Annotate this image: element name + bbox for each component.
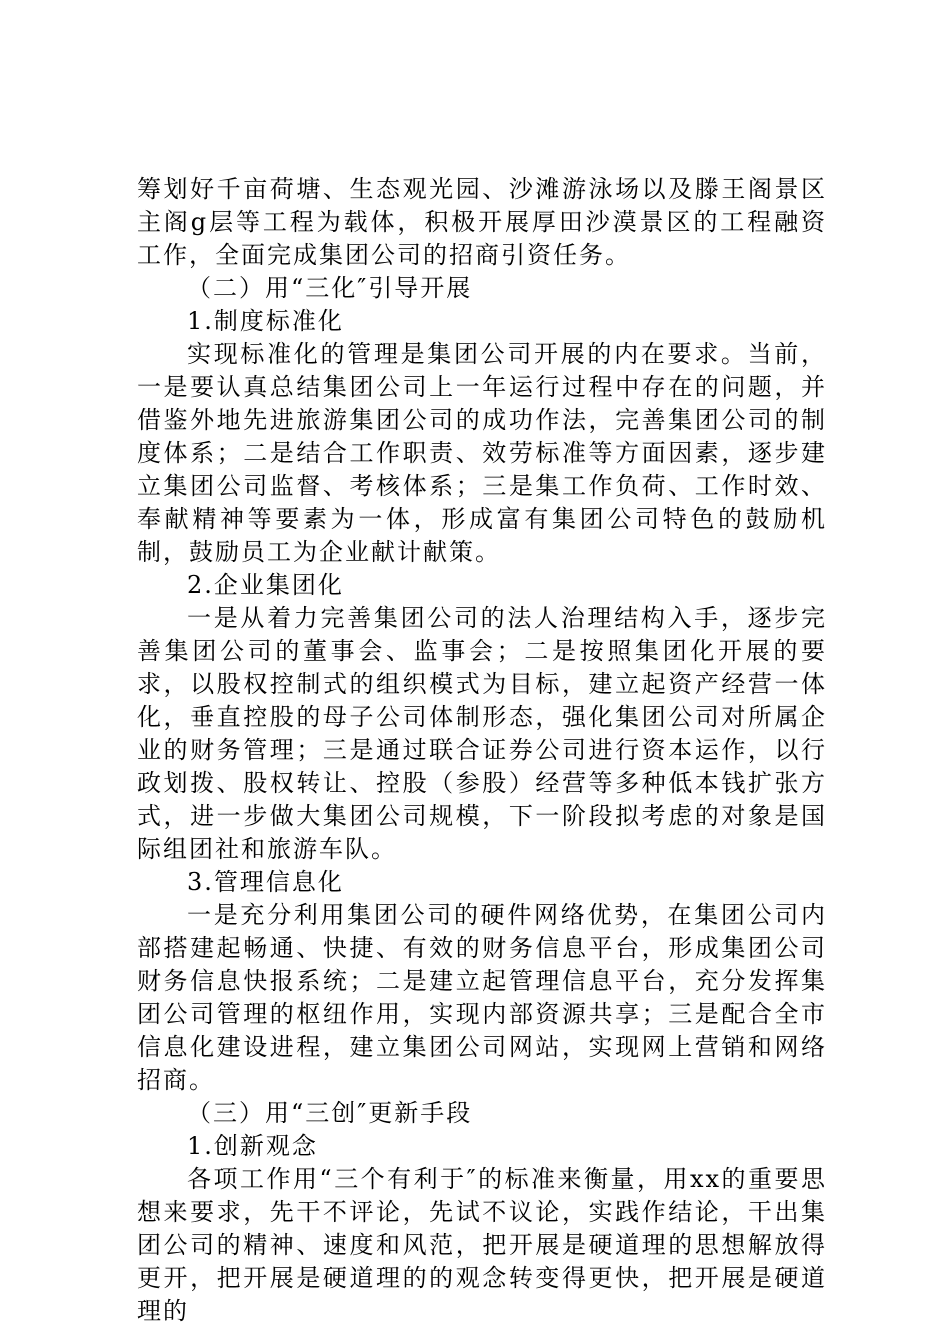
paragraph-intro-continuation: 筹划好千亩荷塘、生态观光园、沙滩游泳场以及滕王阁景区主阁g层等工程为载体，积极开展厚田沙漠景区的工程融资工作，全面完成集团公司的招商引资任务。: [137, 175, 827, 269]
paragraph-grouping: 一是从着力完善集团公司的法人治理结构入手，逐步完善集团公司的董事会、监事会；二是按照集团化开展的要求，以股权控制式的组织模式为目标，建立起资产经营一体化，垂直控股的母子公司体制形态，强化集团公司对所属企业的财务管理；三是通过联合证券公司进行资本运作，以行政划拨、股权转让、控股（参股）经营等多种低本钱扩张方式，进一步做大集团公司规模，下一阶段拟考虑的对象是国际组团社和旅游车队。: [137, 604, 827, 863]
subheading-enterprise-grouping: 2.企业集团化: [187, 571, 344, 599]
section-heading-two: （二）用“三化″引导开展: [187, 274, 473, 302]
document-body: [137, 173, 827, 1328]
paragraph-standardization: 实现标准化的管理是集团公司开展的内在要求。当前，一是要认真总结集团公司上一年运行过程中存在的问题，并借鉴外地先进旅游集团公司的成功作法，完善集团公司的制度体系；二是结合工作职责、效劳标准等方面因素，逐步建立集团公司监督、考核体系；三是集工作负荷、工作时效、奉献精神等要素为一体，形成富有集团公司特色的鼓励机制，鼓励员工为企业献计献策。: [137, 340, 827, 566]
paragraph-innovate-concepts: 各项工作用“三个有利于″的标准来衡量，用xx的重要思想来要求，先干不评论，先试不议论，实践作结论，干出集团公司的精神、速度和风范，把开展是硬道理的思想解放得更开，把开展是硬道理的的观念转变得更快，把开展是硬道理的: [137, 1165, 827, 1325]
paragraph-informatization: 一是充分利用集团公司的硬件网络优势，在集团公司内部搭建起畅通、快捷、有效的财务信息平台，形成集团公司财务信息快报系统；二是建立起管理信息平台，充分发挥集团公司管理的枢纽作用，实现内部资源共享；三是配合全市信息化建设进程，建立集团公司网站，实现网上营销和网络招商。: [137, 901, 827, 1094]
section-heading-three: （三）用“三创″更新手段: [187, 1099, 473, 1127]
subheading-innovate-concepts: 1.创新观念: [187, 1132, 318, 1160]
subheading-management-informatization: 3.管理信息化: [187, 868, 344, 896]
subheading-system-standardization: 1.制度标准化: [187, 307, 344, 335]
